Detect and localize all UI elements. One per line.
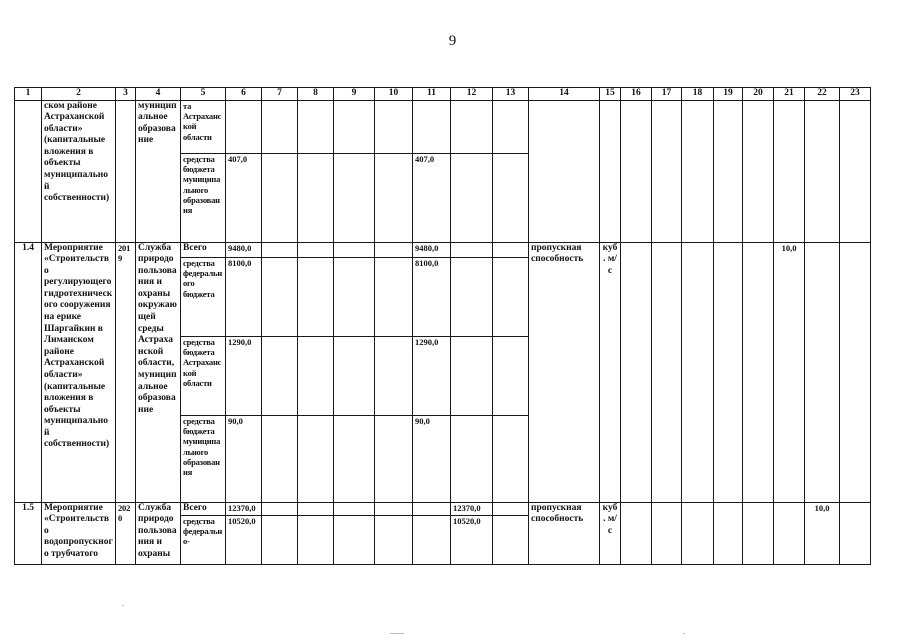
amount-cell: 10520,0 [451, 515, 493, 564]
cell [375, 242, 413, 257]
cell [451, 257, 493, 336]
cell [840, 100, 871, 242]
cell [743, 100, 774, 242]
header-cell: 4 [136, 88, 181, 101]
cell [298, 257, 334, 336]
cell [529, 100, 600, 242]
page-number: 9 [448, 33, 457, 49]
cell [682, 502, 714, 564]
year-cell: 2019 [116, 242, 136, 502]
cell [334, 502, 375, 515]
cell [413, 502, 451, 515]
cell [262, 100, 298, 153]
header-cell: 19 [714, 88, 743, 101]
cell [714, 100, 743, 242]
executor-cell: Служба природопользования и охраны окружающей среды Астраханской области, муниципальное образование [136, 242, 181, 502]
cell [493, 100, 529, 153]
cell [15, 100, 42, 242]
cell [375, 502, 413, 515]
cell [451, 100, 493, 153]
amount-cell: 8100,0 [226, 257, 262, 336]
header-cell: 11 [413, 88, 451, 101]
funding-source-cell: средства бюджета Астраханской области [181, 336, 226, 415]
cell [805, 242, 840, 502]
cell [600, 100, 621, 242]
amount-cell: 10520,0 [226, 515, 262, 564]
header-cell: 18 [682, 88, 714, 101]
header-cell: 5 [181, 88, 226, 101]
cell [840, 502, 871, 564]
cell [805, 100, 840, 242]
header-cell: 10 [375, 88, 413, 101]
header-cell: 1 [15, 88, 42, 101]
header-cell: 7 [262, 88, 298, 101]
indicator-cell: пропускная способность [529, 242, 600, 502]
header-cell: 13 [493, 88, 529, 101]
cell [334, 257, 375, 336]
cell [334, 415, 375, 502]
data-table [14, 87, 871, 565]
amount-cell: 90,0 [226, 415, 262, 502]
cell [714, 242, 743, 502]
funding-source-cell: Всего [181, 242, 226, 257]
header-cell: 12 [451, 88, 493, 101]
cell [451, 242, 493, 257]
cell [298, 153, 334, 242]
year-cell: 2020 [116, 502, 136, 564]
cell [298, 242, 334, 257]
cell [621, 502, 652, 564]
cell [493, 336, 529, 415]
row-number-cell: 1.5 [15, 502, 42, 564]
cell [116, 100, 136, 242]
header-cell: 23 [840, 88, 871, 101]
funding-source-cell: средства федерального бюджета [181, 257, 226, 336]
cell [375, 336, 413, 415]
executor-cell: Служба природопользования и охраны [136, 502, 181, 564]
cell [375, 100, 413, 153]
cell [774, 502, 805, 564]
cell [262, 153, 298, 242]
row-number-cell: 1.4 [15, 242, 42, 502]
header-cell: 6 [226, 88, 262, 101]
table-row [15, 100, 871, 153]
cell [298, 515, 334, 564]
header-cell: 20 [743, 88, 774, 101]
header-cell: 16 [621, 88, 652, 101]
cell [298, 336, 334, 415]
header-cell: 17 [652, 88, 682, 101]
amount-cell: 90,0 [413, 415, 451, 502]
indicator-value-cell: 10,0 [774, 242, 805, 502]
amount-cell: 8100,0 [413, 257, 451, 336]
cell [621, 242, 652, 502]
table-row [15, 242, 871, 257]
cell [743, 502, 774, 564]
measure-name-cell: Мероприятие «Строительство регулирующего гидротехнического сооружения на ерике Шаргайкин в Лиманском районе Астраханской области» (капитальные вложения в объекты муниципальной собственности) [42, 242, 116, 502]
cell [262, 242, 298, 257]
amount-cell: 407,0 [226, 153, 262, 242]
cell [493, 502, 529, 515]
cell [298, 502, 334, 515]
amount-cell: 1290,0 [413, 336, 451, 415]
funding-source-cell: средства бюджета муниципального образования [181, 415, 226, 502]
unit-cell: куб. м/с [600, 242, 621, 502]
amount-cell: 9480,0 [226, 242, 262, 257]
cell [262, 502, 298, 515]
cell [262, 415, 298, 502]
amount-cell: 1290,0 [226, 336, 262, 415]
cell [493, 153, 529, 242]
cell [334, 515, 375, 564]
cell [682, 100, 714, 242]
cell [375, 153, 413, 242]
cell [413, 515, 451, 564]
header-cell: 15 [600, 88, 621, 101]
scan-speck [390, 633, 404, 634]
measure-name-cell: Мероприятие «Строительство водопропускного трубчатого [42, 502, 116, 564]
indicator-value-cell: 10,0 [805, 502, 840, 564]
cell [413, 100, 451, 153]
cell [262, 336, 298, 415]
cell [714, 502, 743, 564]
cell [743, 242, 774, 502]
header-cell: 2 [42, 88, 116, 101]
cell [451, 415, 493, 502]
cell [493, 257, 529, 336]
cell [652, 242, 682, 502]
cell [840, 242, 871, 502]
cell [493, 415, 529, 502]
cell [652, 502, 682, 564]
cell [375, 515, 413, 564]
header-cell: 3 [116, 88, 136, 101]
executor-cell: муниципальное образование [136, 100, 181, 242]
cell [774, 100, 805, 242]
amount-cell: 12370,0 [226, 502, 262, 515]
cell [262, 257, 298, 336]
cell [451, 336, 493, 415]
scan-speck [683, 633, 685, 634]
cell [682, 242, 714, 502]
cell [298, 415, 334, 502]
funding-source-cell: Всего [181, 502, 226, 515]
header-cell: 14 [529, 88, 600, 101]
header-cell: 8 [298, 88, 334, 101]
funding-source-cell: та Астраханской области [181, 100, 226, 153]
cell [375, 257, 413, 336]
cell [334, 100, 375, 153]
funding-source-cell: средства бюджета муниципального образования [181, 153, 226, 242]
header-cell: 21 [774, 88, 805, 101]
cell [226, 100, 262, 153]
cell [334, 242, 375, 257]
indicator-cell: пропускная способность [529, 502, 600, 564]
unit-cell: куб. м/с [600, 502, 621, 564]
cell [375, 415, 413, 502]
header-row [15, 88, 871, 101]
measure-name-cell: ском районе Астраханской области» (капитальные вложения в объекты муниципальной собственности) [42, 100, 116, 242]
amount-cell: 9480,0 [413, 242, 451, 257]
amount-cell: 12370,0 [451, 502, 493, 515]
funding-source-cell: средства федерально- [181, 515, 226, 564]
cell [334, 153, 375, 242]
cell [493, 242, 529, 257]
header-cell: 9 [334, 88, 375, 101]
scan-speck [122, 605, 124, 606]
table-row [15, 502, 871, 515]
header-cell: 22 [805, 88, 840, 101]
cell [298, 100, 334, 153]
cell [493, 515, 529, 564]
cell [451, 153, 493, 242]
cell [621, 100, 652, 242]
amount-cell: 407,0 [413, 153, 451, 242]
cell [262, 515, 298, 564]
cell [652, 100, 682, 242]
cell [334, 336, 375, 415]
